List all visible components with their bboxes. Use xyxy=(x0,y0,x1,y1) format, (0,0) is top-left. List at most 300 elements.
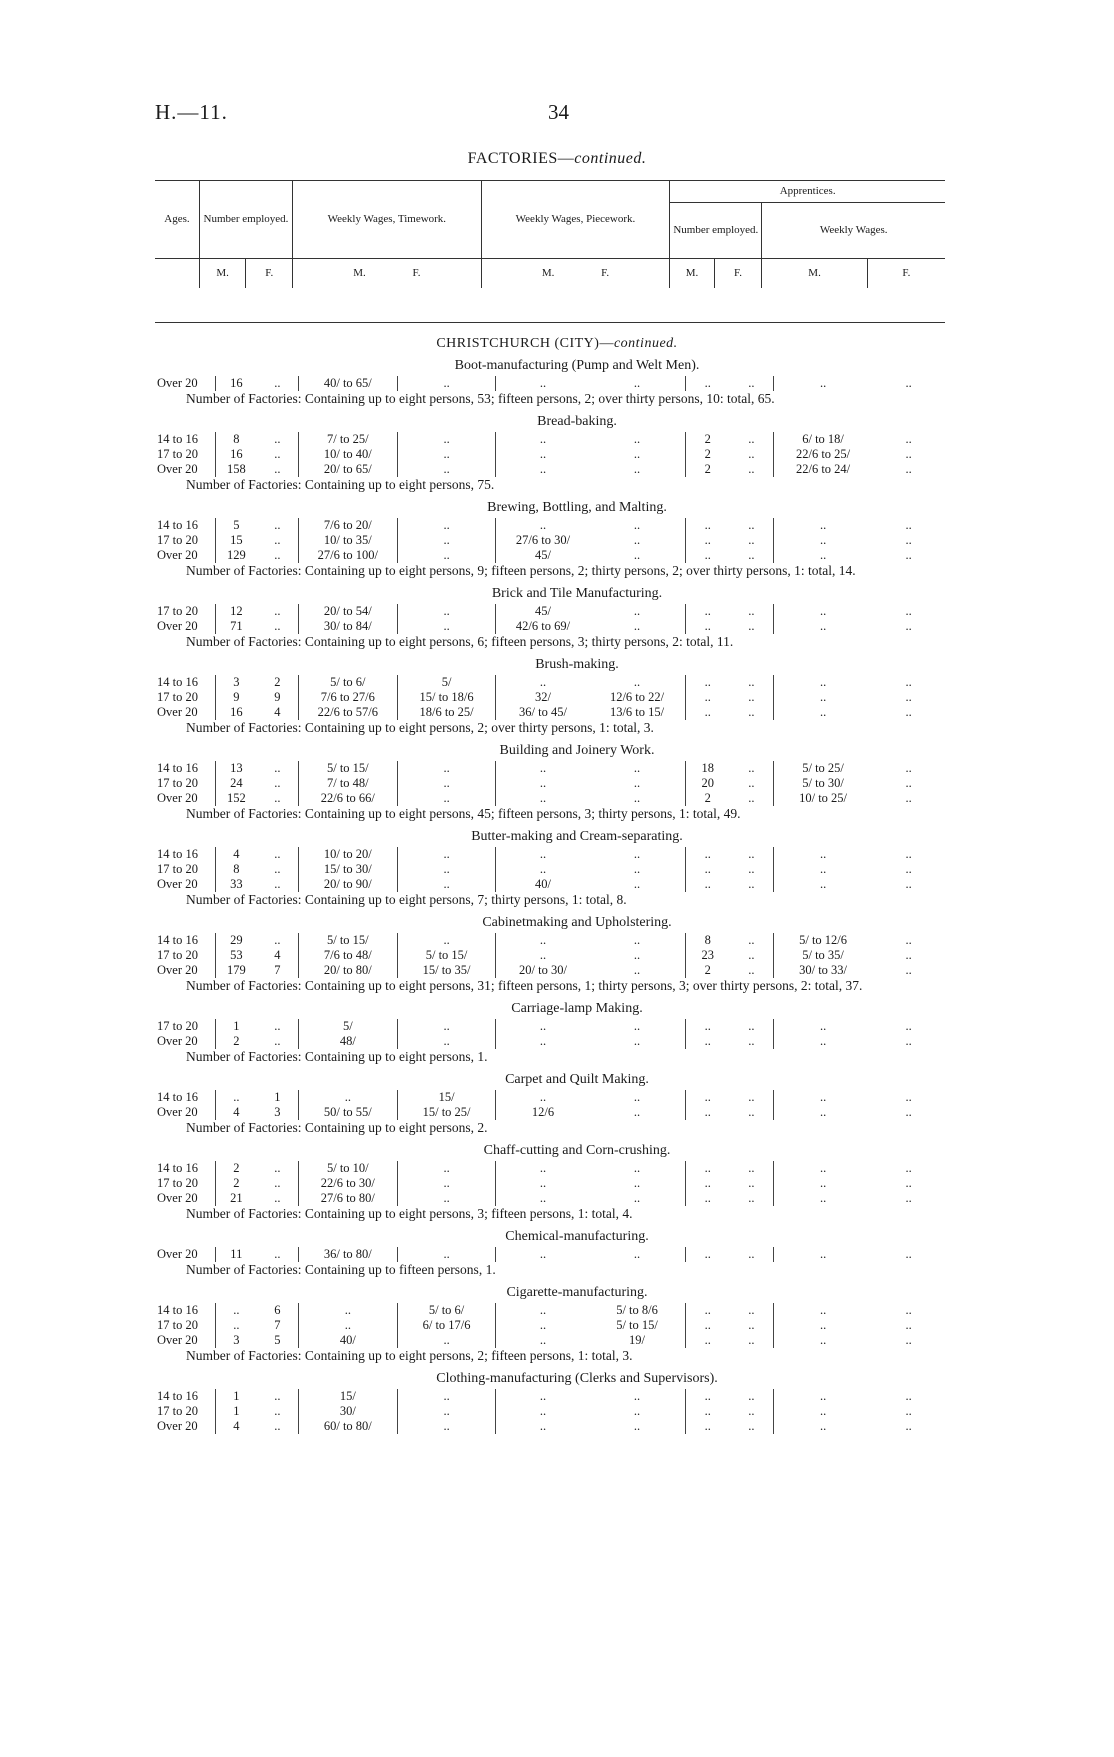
value-cell: 1 xyxy=(215,1389,257,1404)
value-cell: .. xyxy=(633,776,641,790)
value-cell: .. xyxy=(748,877,755,891)
value-cell: .. xyxy=(748,1333,755,1347)
value-cell: .. xyxy=(496,761,590,776)
industry-section xyxy=(0,829,1114,907)
value-cell: 22/6 to 24/ xyxy=(773,462,872,477)
value-cell: .. xyxy=(397,604,496,619)
value-cell: 1 xyxy=(215,1019,257,1034)
factories-note: Number of Factories: Containing up to eight persons, 2. xyxy=(186,1120,488,1135)
table-row xyxy=(155,548,945,563)
value-cell: .. xyxy=(397,877,496,892)
value-cell: .. xyxy=(633,1404,641,1418)
wage-table xyxy=(155,1247,945,1262)
wage-table xyxy=(155,933,945,978)
value-cell: .. xyxy=(274,1191,281,1205)
value-cell: .. xyxy=(773,862,872,877)
table-row xyxy=(155,1034,945,1049)
factories-note: Number of Factories: Containing up to eight persons, 75. xyxy=(186,477,495,492)
value-cell: .. xyxy=(633,548,641,562)
factories-note: Number of Factories: Containing up to eight persons, 45; fifteen persons, 3; thirty persons, 1: total, 49. xyxy=(186,806,741,821)
value-cell: 6 xyxy=(274,1303,281,1317)
value-cell: .. xyxy=(685,1034,730,1049)
table-body xyxy=(0,336,1114,1442)
value-cell: 18/6 to 25/ xyxy=(397,705,496,720)
value-cell: .. xyxy=(748,1247,755,1261)
value-cell: 15/ to 30/ xyxy=(298,862,397,877)
age-cell: 14 to 16 xyxy=(157,1303,198,1317)
value-cell: .. xyxy=(685,675,730,690)
value-cell: .. xyxy=(685,1019,730,1034)
value-cell: 2 xyxy=(685,447,730,462)
value-cell: .. xyxy=(905,447,912,461)
wage-table xyxy=(155,1389,945,1434)
industry-section xyxy=(0,1285,1114,1363)
value-cell: .. xyxy=(748,675,755,689)
value-cell: .. xyxy=(905,761,912,775)
value-cell: .. xyxy=(274,877,281,891)
age-cell: Over 20 xyxy=(157,1419,198,1433)
value-cell: 2 xyxy=(215,1176,257,1191)
header-app-wage-m: M. xyxy=(762,258,867,288)
value-cell: .. xyxy=(496,376,590,391)
header-app-number-employed: Number employed. xyxy=(670,202,762,258)
value-cell: .. xyxy=(685,1318,730,1333)
value-cell: 19/ xyxy=(629,1333,646,1347)
value-cell: .. xyxy=(633,1419,641,1433)
industry-title: Carriage-lamp Making. xyxy=(511,1001,643,1016)
header-m: M. xyxy=(199,258,246,288)
value-cell: 5/ to 8/6 xyxy=(616,1303,658,1317)
value-cell: 8 xyxy=(215,432,257,447)
industry-section xyxy=(0,1072,1114,1135)
age-cell: 14 to 16 xyxy=(157,1389,198,1403)
factories-note: Number of Factories: Containing up to eight persons, 53; fifteen persons, 2; over thirty persons, 10: total, 65. xyxy=(186,391,775,406)
value-cell: .. xyxy=(274,1389,281,1403)
value-cell: .. xyxy=(397,462,496,477)
factories-note: Number of Factories: Containing up to eight persons, 6; fifteen persons, 3; thirty persons, 2: total, 11. xyxy=(186,634,734,649)
age-cell: Over 20 xyxy=(157,1191,198,1205)
table-row xyxy=(155,1191,945,1206)
value-cell: 22/6 to 66/ xyxy=(298,791,397,806)
page-ref: H.—11. xyxy=(155,100,228,124)
wage-table xyxy=(155,1090,945,1120)
header-app-f: F. xyxy=(714,258,762,288)
age-cell: 17 to 20 xyxy=(157,447,198,461)
value-cell: .. xyxy=(905,1247,912,1261)
value-cell: .. xyxy=(748,548,755,562)
value-cell: .. xyxy=(633,376,641,390)
value-cell: .. xyxy=(905,1191,912,1205)
value-cell: 9 xyxy=(215,690,257,705)
value-cell: 6/ to 17/6 xyxy=(397,1318,496,1333)
value-cell: .. xyxy=(685,548,730,563)
value-cell: .. xyxy=(397,1176,496,1191)
value-cell: 5/ xyxy=(298,1019,397,1034)
value-cell: .. xyxy=(633,933,641,947)
value-cell: 5/ to 25/ xyxy=(773,761,872,776)
value-cell: 30/ to 84/ xyxy=(298,619,397,634)
value-cell: .. xyxy=(397,1161,496,1176)
table-row xyxy=(155,1161,945,1176)
wage-table xyxy=(155,432,945,477)
value-cell: 48/ xyxy=(298,1034,397,1049)
value-cell: .. xyxy=(397,533,496,548)
value-cell: 13/6 to 15/ xyxy=(609,705,665,719)
value-cell: .. xyxy=(397,619,496,634)
value-cell: .. xyxy=(685,705,730,720)
header-app-wage-f: F. xyxy=(867,258,945,288)
value-cell: .. xyxy=(633,1247,641,1261)
value-cell: .. xyxy=(633,675,641,689)
value-cell: .. xyxy=(274,533,281,547)
value-cell: 21 xyxy=(215,1191,257,1206)
value-cell: 1 xyxy=(215,1404,257,1419)
value-cell: .. xyxy=(685,847,730,862)
value-cell: .. xyxy=(773,1404,872,1419)
value-cell: 36/ to 45/ xyxy=(496,705,590,720)
value-cell: .. xyxy=(633,1389,641,1403)
age-cell: Over 20 xyxy=(157,548,198,562)
value-cell: .. xyxy=(633,1090,641,1104)
value-cell: .. xyxy=(496,518,590,533)
value-cell: 20/ to 54/ xyxy=(298,604,397,619)
value-cell: .. xyxy=(274,791,281,805)
value-cell: 5/ to 6/ xyxy=(397,1303,496,1318)
value-cell: 2 xyxy=(685,963,730,978)
value-cell: .. xyxy=(633,1161,641,1175)
table-row xyxy=(155,1247,945,1262)
value-cell: .. xyxy=(496,1191,590,1206)
value-cell: .. xyxy=(685,604,730,619)
value-cell: 152 xyxy=(215,791,257,806)
value-cell: 12 xyxy=(215,604,257,619)
age-cell: 17 to 20 xyxy=(157,1404,198,1418)
value-cell: 3 xyxy=(215,675,257,690)
header-weekly-timework: Weekly Wages, Timework. xyxy=(293,180,482,258)
value-cell: 53 xyxy=(215,948,257,963)
value-cell: .. xyxy=(496,675,590,690)
value-cell: 15/ to 25/ xyxy=(397,1105,496,1120)
table-row xyxy=(155,761,945,776)
value-cell: .. xyxy=(274,847,281,861)
table-row xyxy=(155,948,945,963)
value-cell: .. xyxy=(496,862,590,877)
value-cell: .. xyxy=(773,1303,872,1318)
value-cell: .. xyxy=(905,376,912,390)
industry-section xyxy=(0,500,1114,578)
value-cell: .. xyxy=(773,619,872,634)
value-cell: 5/ to 6/ xyxy=(298,675,397,690)
value-cell: 3 xyxy=(215,1333,257,1348)
header-app-weekly-wages: Weekly Wages. xyxy=(762,202,945,258)
value-cell: .. xyxy=(905,1303,912,1317)
value-cell: 40/ xyxy=(298,1333,397,1348)
value-cell: .. xyxy=(685,376,730,391)
value-cell: .. xyxy=(685,518,730,533)
value-cell: 18 xyxy=(685,761,730,776)
column-header xyxy=(155,180,945,288)
value-cell: .. xyxy=(496,1176,590,1191)
table-row xyxy=(155,877,945,892)
page-title: FACTORIES—continued. xyxy=(467,150,647,167)
table-row xyxy=(155,619,945,634)
value-cell: .. xyxy=(773,604,872,619)
value-cell: .. xyxy=(633,1034,641,1048)
value-cell: 15 xyxy=(215,533,257,548)
value-cell: .. xyxy=(496,462,590,477)
value-cell: .. xyxy=(633,447,641,461)
wage-table xyxy=(155,376,945,391)
value-cell: 4 xyxy=(274,948,281,962)
value-cell: .. xyxy=(274,1176,281,1190)
value-cell: .. xyxy=(905,933,912,947)
header-piecework-mf: M. F. xyxy=(481,258,670,288)
value-cell: 7/6 to 48/ xyxy=(298,948,397,963)
wage-table xyxy=(155,518,945,563)
value-cell: .. xyxy=(773,1191,872,1206)
value-cell: .. xyxy=(496,1318,590,1333)
value-cell: .. xyxy=(748,690,755,704)
page-number: 34 xyxy=(548,100,569,124)
value-cell: .. xyxy=(905,776,912,790)
value-cell: .. xyxy=(905,847,912,861)
age-cell: Over 20 xyxy=(157,1247,198,1261)
value-cell: .. xyxy=(905,1318,912,1332)
value-cell: .. xyxy=(773,1105,872,1120)
value-cell: .. xyxy=(905,1161,912,1175)
value-cell: 15/ to 18/6 xyxy=(397,690,496,705)
value-cell: 2 xyxy=(685,791,730,806)
value-cell: 158 xyxy=(215,462,257,477)
value-cell: .. xyxy=(748,776,755,790)
value-cell: .. xyxy=(748,1105,755,1119)
value-cell: 20/ to 80/ xyxy=(298,963,397,978)
value-cell: 27/6 to 30/ xyxy=(496,533,590,548)
age-cell: 14 to 16 xyxy=(157,675,198,689)
value-cell: .. xyxy=(773,877,872,892)
value-cell: .. xyxy=(748,791,755,805)
value-cell: 16 xyxy=(215,376,257,391)
header-app-m: M. xyxy=(670,258,714,288)
header-bottom-rule xyxy=(155,322,945,323)
value-cell: .. xyxy=(748,862,755,876)
value-cell: .. xyxy=(397,1419,496,1434)
value-cell: 20/ to 65/ xyxy=(298,462,397,477)
value-cell: .. xyxy=(633,948,641,962)
value-cell: .. xyxy=(905,675,912,689)
age-cell: Over 20 xyxy=(157,619,198,633)
value-cell: .. xyxy=(397,847,496,862)
table-row xyxy=(155,462,945,477)
value-cell: 10/ to 25/ xyxy=(773,791,872,806)
value-cell: 5 xyxy=(215,518,257,533)
value-cell: .. xyxy=(633,1176,641,1190)
value-cell: .. xyxy=(905,1419,912,1433)
value-cell: .. xyxy=(773,1247,872,1262)
value-cell: 32/ xyxy=(496,690,590,705)
value-cell: .. xyxy=(274,548,281,562)
header-top-rule xyxy=(155,180,945,181)
value-cell: 36/ to 80/ xyxy=(298,1247,397,1262)
industry-title: Carpet and Quilt Making. xyxy=(505,1072,649,1087)
value-cell: .. xyxy=(274,376,281,390)
value-cell: .. xyxy=(773,1389,872,1404)
value-cell: 5/ to 15/ xyxy=(298,761,397,776)
factories-note: Number of Factories: Containing up to eight persons, 3; fifteen persons, 1: total, 4. xyxy=(186,1206,633,1221)
age-cell: 17 to 20 xyxy=(157,1019,198,1033)
value-cell: .. xyxy=(748,1034,755,1048)
age-cell: 17 to 20 xyxy=(157,862,198,876)
value-cell: .. xyxy=(397,1389,496,1404)
value-cell: 8 xyxy=(685,933,730,948)
value-cell: .. xyxy=(773,1333,872,1348)
industry-title: Clothing-manufacturing (Clerks and Supervisors). xyxy=(436,1371,718,1386)
value-cell: .. xyxy=(397,862,496,877)
value-cell: .. xyxy=(773,690,872,705)
city-heading: CHRISTCHURCH (CITY)—continued. xyxy=(436,336,678,351)
table-row xyxy=(155,447,945,462)
value-cell: .. xyxy=(274,447,281,461)
value-cell: .. xyxy=(274,604,281,618)
header-f: F. xyxy=(246,258,293,288)
age-cell: 17 to 20 xyxy=(157,1318,198,1332)
value-cell: .. xyxy=(905,1389,912,1403)
industry-section xyxy=(0,586,1114,649)
value-cell: 24 xyxy=(215,776,257,791)
value-cell: .. xyxy=(748,1019,755,1033)
value-cell: 16 xyxy=(215,447,257,462)
value-cell: 179 xyxy=(215,963,257,978)
age-cell: 14 to 16 xyxy=(157,761,198,775)
value-cell: .. xyxy=(748,1161,755,1175)
value-cell: 7/ to 48/ xyxy=(298,776,397,791)
value-cell: .. xyxy=(905,690,912,704)
value-cell: .. xyxy=(748,1318,755,1332)
age-cell: 14 to 16 xyxy=(157,1090,198,1104)
value-cell: .. xyxy=(298,1303,397,1318)
age-cell: Over 20 xyxy=(157,376,198,390)
value-cell: 30/ xyxy=(298,1404,397,1419)
value-cell: 8 xyxy=(215,862,257,877)
value-cell: .. xyxy=(748,1303,755,1317)
value-cell: .. xyxy=(773,548,872,563)
value-cell: 5/ to 15/ xyxy=(298,933,397,948)
value-cell: .. xyxy=(496,1019,590,1034)
industry-title: Boot-manufacturing (Pump and Welt Men). xyxy=(454,358,700,373)
table-row xyxy=(155,604,945,619)
value-cell: .. xyxy=(633,518,641,532)
value-cell: 22/6 to 57/6 xyxy=(298,705,397,720)
value-cell: .. xyxy=(685,1247,730,1262)
industry-section xyxy=(0,414,1114,492)
age-cell: Over 20 xyxy=(157,963,198,977)
value-cell: .. xyxy=(685,1090,730,1105)
table-row xyxy=(155,1404,945,1419)
value-cell: .. xyxy=(748,447,755,461)
age-cell: Over 20 xyxy=(157,1333,198,1347)
value-cell: .. xyxy=(274,462,281,476)
table-row xyxy=(155,376,945,391)
value-cell: .. xyxy=(215,1303,257,1318)
value-cell: 23 xyxy=(685,948,730,963)
value-cell: 2 xyxy=(274,675,281,689)
value-cell: .. xyxy=(397,791,496,806)
value-cell: .. xyxy=(773,1419,872,1434)
value-cell: .. xyxy=(748,933,755,947)
value-cell: .. xyxy=(905,533,912,547)
industry-section xyxy=(0,1229,1114,1277)
value-cell: .. xyxy=(748,619,755,633)
factories-note: Number of Factories: Containing up to fifteen persons, 1. xyxy=(186,1262,496,1277)
value-cell: 60/ to 80/ xyxy=(298,1419,397,1434)
value-cell: 5 xyxy=(274,1333,281,1347)
value-cell: .. xyxy=(773,1019,872,1034)
value-cell: .. xyxy=(773,518,872,533)
value-cell: .. xyxy=(748,847,755,861)
factories-note: Number of Factories: Containing up to eight persons, 9; fifteen persons, 2; thirty persons, 2; over thirty persons, 1: total, 14. xyxy=(186,563,856,578)
age-cell: 14 to 16 xyxy=(157,847,198,861)
value-cell: .. xyxy=(633,877,641,891)
value-cell: .. xyxy=(397,933,496,948)
value-cell: 7 xyxy=(274,963,281,977)
value-cell: 2 xyxy=(215,1034,257,1049)
table-row xyxy=(155,1303,945,1318)
value-cell: .. xyxy=(905,1176,912,1190)
value-cell: 20/ to 90/ xyxy=(298,877,397,892)
value-cell: .. xyxy=(748,1419,755,1433)
value-cell: .. xyxy=(748,462,755,476)
table-row xyxy=(155,1333,945,1348)
header-number-employed: Number employed. xyxy=(199,180,292,258)
value-cell: .. xyxy=(496,1419,590,1434)
value-cell: .. xyxy=(397,1191,496,1206)
value-cell: .. xyxy=(397,432,496,447)
factories-note: Number of Factories: Containing up to eight persons, 2; over thirty persons, 1: total, 3. xyxy=(186,720,654,735)
industry-section xyxy=(0,915,1114,993)
table-row xyxy=(155,847,945,862)
value-cell: .. xyxy=(397,548,496,563)
value-cell: 5/ to 10/ xyxy=(298,1161,397,1176)
value-cell: 29 xyxy=(215,933,257,948)
table-row xyxy=(155,675,945,690)
table-row xyxy=(155,1176,945,1191)
age-cell: 17 to 20 xyxy=(157,948,198,962)
value-cell: .. xyxy=(685,1105,730,1120)
value-cell: .. xyxy=(496,948,590,963)
age-cell: 17 to 20 xyxy=(157,690,198,704)
value-cell: 7 xyxy=(274,1318,281,1332)
value-cell: .. xyxy=(496,1404,590,1419)
value-cell: 27/6 to 100/ xyxy=(298,548,397,563)
wage-table xyxy=(155,1019,945,1049)
value-cell: .. xyxy=(633,1019,641,1033)
value-cell: .. xyxy=(397,1019,496,1034)
value-cell: 27/6 to 80/ xyxy=(298,1191,397,1206)
value-cell: .. xyxy=(773,1161,872,1176)
value-cell: .. xyxy=(215,1318,257,1333)
value-cell: 4 xyxy=(274,705,281,719)
value-cell: 5/ to 15/ xyxy=(397,948,496,963)
value-cell: 12/6 to 22/ xyxy=(609,690,665,704)
value-cell: .. xyxy=(685,1419,730,1434)
value-cell: .. xyxy=(496,1247,590,1262)
value-cell: .. xyxy=(685,1176,730,1191)
age-cell: 14 to 16 xyxy=(157,933,198,947)
value-cell: .. xyxy=(773,705,872,720)
value-cell: 7/6 to 20/ xyxy=(298,518,397,533)
value-cell: .. xyxy=(274,1161,281,1175)
age-cell: Over 20 xyxy=(157,705,198,719)
